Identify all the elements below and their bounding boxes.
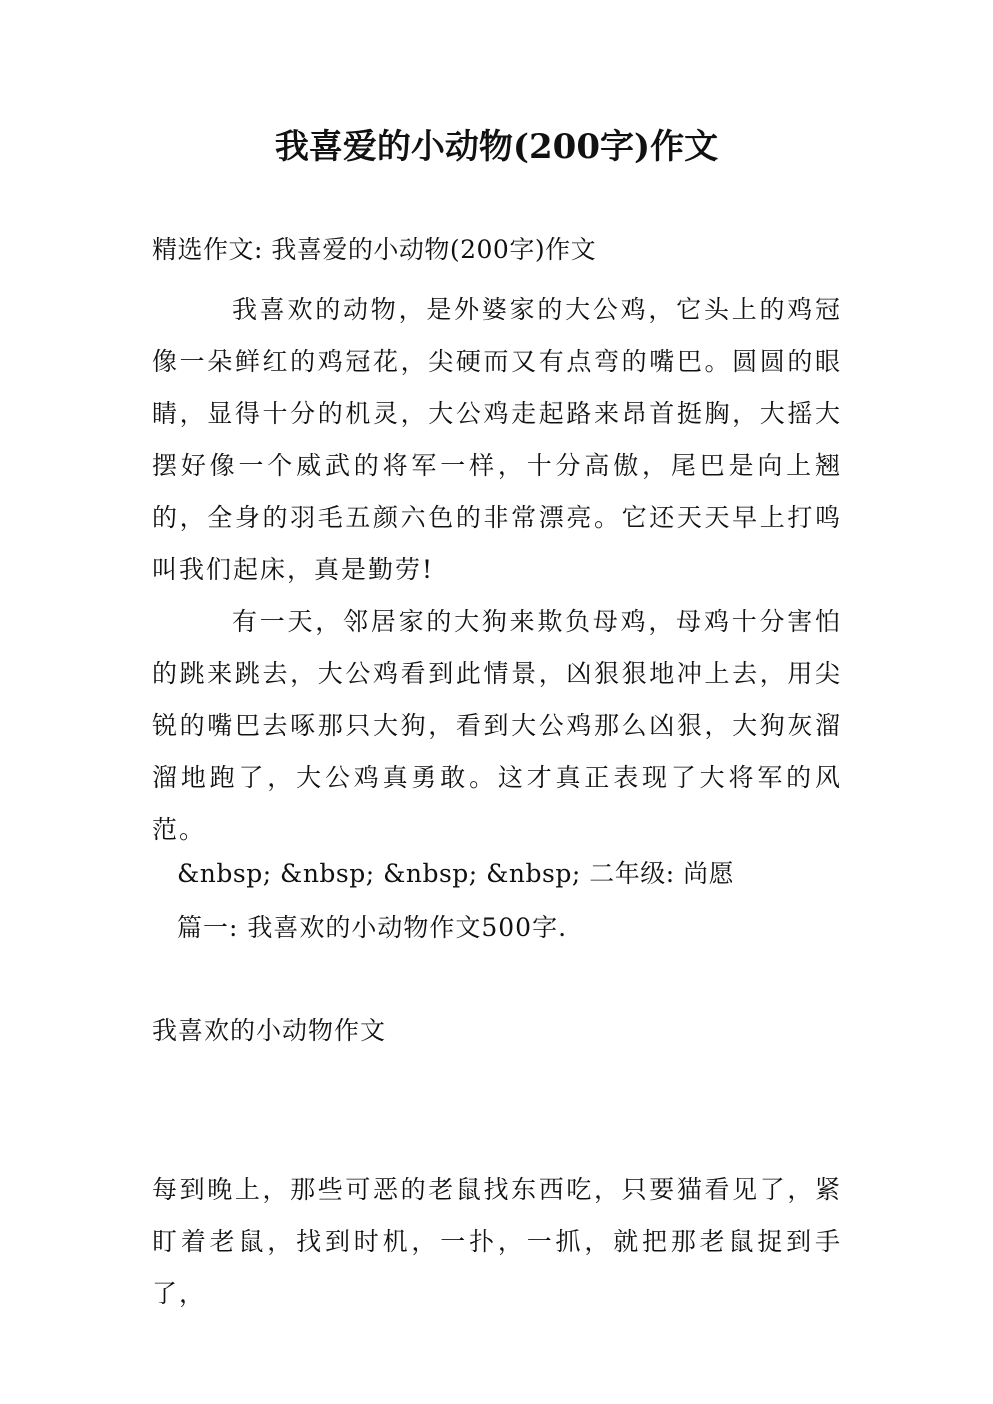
author-line: &nbsp; &nbsp; &nbsp; &nbsp; 二年级: 尚愿 <box>177 859 735 888</box>
section-body: 每到晚上，那些可恶的老鼠找东西吃，只要猫看见了，紧盯着老鼠，找到时机，一扑，一抓，就把那老鼠捉到手了， <box>152 1175 842 1308</box>
paragraph-1: 我喜欢的动物，是外婆家的大公鸡，它头上的鸡冠像一朵鲜红的鸡冠花，尖硬而又有点弯的嘴巴。圆圆的眼睛，显得十分的机灵，大公鸡走起路来昂首挺胸，大摇大摆好像一个威武的将军一样，十分高傲，尾巴是向上翘的，全身的羽毛五颜六色的非常漂亮。它还天天早上打鸣叫我们起床，真是勤劳! <box>152 295 842 584</box>
paragraph-2: 有一天，邻居家的大狗来欺负母鸡，母鸡十分害怕的跳来跳去，大公鸡看到此情景，凶狠狠地冲上去，用尖锐的嘴巴去啄那只大狗，看到大公鸡那么凶狠，大狗灰溜溜地跑了，大公鸡真勇敢。这才真正表现了大将军的风范。 <box>152 607 842 844</box>
section-heading: 我喜欢的小动物作文 <box>152 1016 387 1045</box>
section-line: 篇一: 我喜欢的小动物作文500字. <box>177 913 568 942</box>
document-subtitle: 精选作文: 我喜爱的小动物(200字)作文 <box>152 235 597 264</box>
document-title: 我喜爱的小动物(200字)作文 <box>274 127 719 167</box>
